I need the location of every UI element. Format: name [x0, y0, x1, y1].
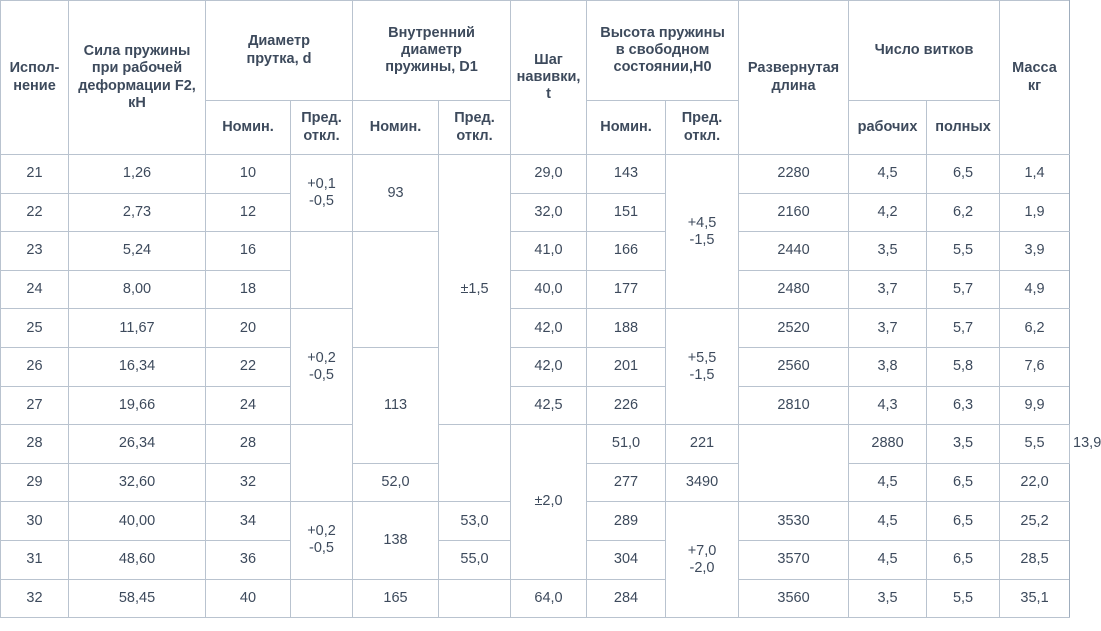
col-header-sila-line2: при рабочей — [91, 60, 183, 77]
cell-massa: 35,1 — [1000, 579, 1070, 618]
header-row-primary — [1, 1, 1070, 101]
cell-vitkov-polnyh: 6,5 — [927, 502, 1000, 541]
col-header-diametr-prutka-line2: прутка, d — [246, 50, 312, 67]
col-header-vnutrenniy-diametr-line3: пружины, D1 — [385, 59, 478, 76]
col-header-massa-line2: кг — [1027, 77, 1042, 94]
cell-prutok-nominal: 12 — [206, 193, 291, 232]
cell-vitkov-rabochih: 3,5 — [927, 425, 1000, 464]
cell-vitkov-rabochih: 4,2 — [849, 193, 927, 232]
cell-d1-nominal-group-2 — [353, 232, 439, 348]
cell-prutok-nominal: 34 — [206, 502, 291, 541]
cell-prutok-nominal: 32 — [206, 463, 291, 502]
table-row: 28 26,34 28 ±2,0 51,0 221 2880 3,5 5,5 13,9 — [1, 425, 1070, 464]
cell-massa: 1,4 — [1000, 155, 1070, 194]
col-header-massa — [1000, 1, 1070, 155]
cell-prutok-pred-otkl-group-2 — [291, 309, 353, 425]
cell-prutok-otkl-1-line1: +0,1 — [307, 175, 336, 192]
col-header-shag-navivki — [511, 1, 587, 155]
cell-h0-nominal: 188 — [587, 309, 666, 348]
cell-shag: 64,0 — [511, 579, 587, 618]
cell-h0-nominal: 177 — [587, 270, 666, 309]
table-body — [1, 155, 1101, 618]
col-header-ispolnenie-line2: нение — [13, 77, 56, 94]
col-header-chislo-vitkov: Число витков — [849, 1, 1000, 101]
cell-razvernutaya: 2280 — [739, 155, 849, 194]
cell-sila: 2,73 — [69, 193, 206, 232]
cell-ispolnenie: 32 — [1, 579, 69, 618]
col-header-vysota-line2: в свободном — [615, 41, 710, 58]
cell-massa: 3,9 — [1000, 232, 1070, 271]
cell-ispolnenie: 29 — [1, 463, 69, 502]
cell-sila: 1,26 — [69, 155, 206, 194]
cell-shag: 42,5 — [511, 386, 587, 425]
cell-prutok-otkl-2-line2: -0,5 — [309, 366, 334, 383]
cell-d1-nominal-group-4: 138 — [353, 502, 439, 579]
cell-ispolnenie: 23 — [1, 232, 69, 271]
col-header-prutok-pred-otkl-line1: Пред. — [301, 110, 342, 127]
col-header-shag-line1: Шаг — [534, 51, 563, 68]
cell-d1-pred-otkl-spacer-2 — [439, 579, 511, 618]
cell-razvernutaya: 2160 — [739, 193, 849, 232]
col-header-d1-nominal: Номин. — [353, 101, 439, 155]
cell-vitkov-polnyh: 6,2 — [927, 193, 1000, 232]
cell-prutok-otkl-3-line2: -0,5 — [309, 540, 334, 557]
cell-prutok-pred-otkl-spacer-3 — [291, 579, 353, 618]
col-header-diametr-prutka-line1: Диаметр — [248, 33, 310, 50]
cell-prutok-pred-otkl-group-3 — [291, 502, 353, 579]
cell-ispolnenie: 24 — [1, 270, 69, 309]
cell-razvernutaya: 2440 — [739, 232, 849, 271]
cell-prutok-nominal: 28 — [206, 425, 291, 464]
col-header-h0-pred-otkl-line1: Пред. — [681, 110, 723, 127]
col-header-vnutrenniy-diametr — [353, 1, 511, 101]
cell-prutok-pred-otkl-group-1 — [291, 155, 353, 232]
cell-h0-nominal: 143 — [587, 155, 666, 194]
cell-shag: 32,0 — [511, 193, 587, 232]
cell-prutok-nominal: 36 — [206, 540, 291, 579]
table-row — [1, 579, 1070, 618]
cell-d1-nominal-spacer-3 — [439, 425, 511, 502]
cell-ispolnenie: 25 — [1, 309, 69, 348]
col-header-sila-pruzhiny — [69, 1, 206, 155]
cell-sila: 32,60 — [69, 463, 206, 502]
cell-vitkov-polnyh: 5,8 — [927, 347, 1000, 386]
col-header-ispolnenie-line1: Испол- — [9, 60, 60, 77]
cell-prutok-pred-otkl-spacer-1 — [291, 232, 353, 309]
cell-vitkov-rabochih: 4,5 — [849, 155, 927, 194]
cell-prutok-nominal: 24 — [206, 386, 291, 425]
cell-massa: 28,5 — [1000, 540, 1070, 579]
col-header-h0-pred-otkl-line2: откл. — [683, 127, 721, 144]
cell-h0-nominal: 277 — [587, 463, 666, 502]
cell-vitkov-rabochih: 4,3 — [849, 386, 927, 425]
cell-sila: 16,34 — [69, 347, 206, 386]
cell-sila: 5,24 — [69, 232, 206, 271]
cell-ispolnenie: 27 — [1, 386, 69, 425]
table-row — [1, 270, 1070, 309]
col-header-diametr-prutka — [206, 1, 353, 101]
cell-vitkov-polnyh: 5,5 — [1000, 425, 1070, 464]
cell-h0-otkl-3-line2: -2,0 — [689, 559, 715, 576]
cell-d1-nominal-group-3: 113 — [353, 347, 439, 463]
cell-prutok-otkl-3-line1: +0,2 — [307, 523, 336, 540]
cell-h0-otkl-1-line1: +4,5 — [687, 214, 717, 231]
col-header-ispolnenie — [1, 1, 69, 155]
cell-shag: 40,0 — [511, 270, 587, 309]
cell-razvernutaya: 2560 — [739, 347, 849, 386]
cell-sila: 48,60 — [69, 540, 206, 579]
cell-vitkov-rabochih: 3,7 — [849, 270, 927, 309]
cell-d1-pred-otkl-group-1: ±1,5 — [439, 155, 511, 425]
cell-vitkov-rabochih: 4,5 — [849, 540, 927, 579]
cell-vitkov-rabochih: 3,5 — [849, 232, 927, 271]
cell-h0-pred-otkl-group-3 — [666, 502, 739, 618]
col-header-razvernutaya-line1: Развернутая — [747, 60, 840, 77]
cell-sila: 26,34 — [69, 425, 206, 464]
cell-massa: 7,6 — [1000, 347, 1070, 386]
cell-vitkov-rabochih: 4,5 — [849, 463, 927, 502]
cell-vitkov-rabochih: 3,5 — [849, 579, 927, 618]
cell-massa: 25,2 — [1000, 502, 1070, 541]
cell-prutok-nominal: 16 — [206, 232, 291, 271]
col-header-vitkov-polnyh: полных — [927, 101, 1000, 155]
cell-shag: 52,0 — [353, 463, 439, 502]
col-header-vnutrenniy-diametr-line1: Внутренний — [388, 24, 475, 41]
cell-razvernutaya: 2810 — [739, 386, 849, 425]
cell-vitkov-polnyh: 5,7 — [927, 309, 1000, 348]
cell-massa: 6,2 — [1000, 309, 1070, 348]
cell-prutok-otkl-1-line2: -0,5 — [309, 193, 334, 210]
cell-ispolnenie: 22 — [1, 193, 69, 232]
col-header-vysota-pruzhiny — [587, 1, 739, 101]
col-header-sila-line4: кН — [128, 94, 146, 111]
col-header-vysota-line3: состоянии,H0 — [613, 59, 712, 76]
cell-h0-otkl-2-line1: +5,5 — [687, 349, 717, 366]
cell-prutok-nominal: 22 — [206, 347, 291, 386]
cell-razvernutaya: 2480 — [739, 270, 849, 309]
cell-shag: 29,0 — [511, 155, 587, 194]
cell-vitkov-polnyh: 6,5 — [927, 463, 1000, 502]
col-header-razvernutaya-dlina — [739, 1, 849, 155]
cell-h0-nominal: 289 — [587, 502, 666, 541]
cell-vitkov-polnyh: 5,5 — [927, 579, 1000, 618]
cell-h0-otkl-1-line2: -1,5 — [689, 231, 715, 248]
cell-massa: 22,0 — [1000, 463, 1070, 502]
col-header-prutok-pred-otkl-line2: откл. — [303, 127, 340, 144]
cell-vitkov-polnyh: 5,7 — [927, 270, 1000, 309]
col-header-sila-line3: деформации F2, — [78, 77, 196, 94]
cell-razvernutaya: 3530 — [739, 502, 849, 541]
cell-sila: 19,66 — [69, 386, 206, 425]
cell-h0-pred-otkl-group-1 — [666, 155, 739, 309]
col-header-h0-nominal: Номин. — [587, 101, 666, 155]
col-header-h0-pred-otkl — [666, 101, 739, 155]
cell-prutok-pred-otkl-spacer-2 — [291, 425, 353, 502]
cell-vitkov-rabochih: 4,5 — [849, 502, 927, 541]
col-header-vnutrenniy-diametr-line2: диаметр — [401, 41, 462, 58]
cell-vitkov-polnyh: 6,5 — [927, 540, 1000, 579]
table-row — [1, 386, 1070, 425]
table-row — [1, 193, 1070, 232]
cell-ispolnenie: 31 — [1, 540, 69, 579]
col-header-massa-line1: Масса — [1012, 60, 1057, 77]
cell-shag: 51,0 — [587, 425, 666, 464]
cell-h0-nominal: 284 — [587, 579, 666, 618]
cell-shag: 55,0 — [439, 540, 511, 579]
table-row — [1, 309, 1070, 348]
cell-massa: 9,9 — [1000, 386, 1070, 425]
cell-vitkov-polnyh: 6,3 — [927, 386, 1000, 425]
cell-sila: 11,67 — [69, 309, 206, 348]
col-header-prutok-pred-otkl — [291, 101, 353, 155]
cell-vitkov-polnyh: 6,5 — [927, 155, 1000, 194]
col-header-prutok-nominal: Номин. — [206, 101, 291, 155]
col-header-razvernutaya-line2: длина — [771, 77, 816, 94]
cell-sila: 40,00 — [69, 502, 206, 541]
cell-h0-nominal: 151 — [587, 193, 666, 232]
col-header-d1-pred-otkl-line1: Пред. — [454, 110, 495, 127]
cell-h0-nominal: 201 — [587, 347, 666, 386]
cell-razvernutaya: 2880 — [849, 425, 927, 464]
cell-sila: 8,00 — [69, 270, 206, 309]
col-header-d1-pred-otkl-line2: откл. — [456, 127, 493, 144]
col-header-sila-line1: Сила пружины — [83, 43, 191, 60]
cell-massa: 4,9 — [1000, 270, 1070, 309]
cell-ispolnenie: 26 — [1, 347, 69, 386]
cell-shag: 41,0 — [511, 232, 587, 271]
cell-vitkov-rabochih: 3,8 — [849, 347, 927, 386]
cell-prutok-nominal: 20 — [206, 309, 291, 348]
cell-h0-otkl-2-line2: -1,5 — [689, 366, 715, 383]
cell-razvernutaya: 3560 — [739, 579, 849, 618]
cell-shag: 53,0 — [439, 502, 511, 541]
col-header-shag-line3: t — [546, 86, 551, 103]
table-row — [1, 155, 1070, 194]
cell-h0-nominal: 166 — [587, 232, 666, 271]
cell-prutok-nominal: 10 — [206, 155, 291, 194]
cell-razvernutaya: 3490 — [666, 463, 739, 502]
cell-h0-nominal: 226 — [587, 386, 666, 425]
col-header-vitkov-rabochih: рабочих — [849, 101, 927, 155]
cell-vitkov-rabochih: 3,7 — [849, 309, 927, 348]
cell-ispolnenie: 30 — [1, 502, 69, 541]
cell-ispolnenie: 28 — [1, 425, 69, 464]
cell-h0-pred-otkl-group-2 — [666, 309, 739, 425]
col-header-d1-pred-otkl — [439, 101, 511, 155]
cell-razvernutaya: 2520 — [739, 309, 849, 348]
cell-prutok-nominal: 18 — [206, 270, 291, 309]
cell-d1-pred-otkl-group-2: ±2,0 — [511, 425, 587, 579]
cell-h0-nominal: 221 — [666, 425, 739, 464]
cell-vitkov-polnyh: 5,5 — [927, 232, 1000, 271]
cell-razvernutaya: 3570 — [739, 540, 849, 579]
cell-d1-nominal-group-5: 165 — [353, 579, 439, 618]
cell-prutok-nominal: 40 — [206, 579, 291, 618]
cell-h0-otkl-3-line1: +7,0 — [687, 542, 717, 559]
cell-prutok-otkl-2-line1: +0,2 — [307, 349, 336, 366]
cell-sila: 58,45 — [69, 579, 206, 618]
cell-shag: 42,0 — [511, 347, 587, 386]
table-header — [1, 1, 1070, 155]
col-header-vysota-line1: Высота пружины — [600, 24, 725, 41]
cell-h0-pred-otkl-spacer-2 — [739, 425, 849, 502]
cell-h0-nominal: 304 — [587, 540, 666, 579]
cell-ispolnenie: 21 — [1, 155, 69, 194]
cell-massa: 1,9 — [1000, 193, 1070, 232]
table-row — [1, 232, 1070, 271]
cell-d1-nominal-group-1: 93 — [353, 155, 439, 232]
cell-shag: 42,0 — [511, 309, 587, 348]
table-row — [1, 347, 1070, 386]
col-header-shag-line2: навивки, — [516, 68, 581, 85]
